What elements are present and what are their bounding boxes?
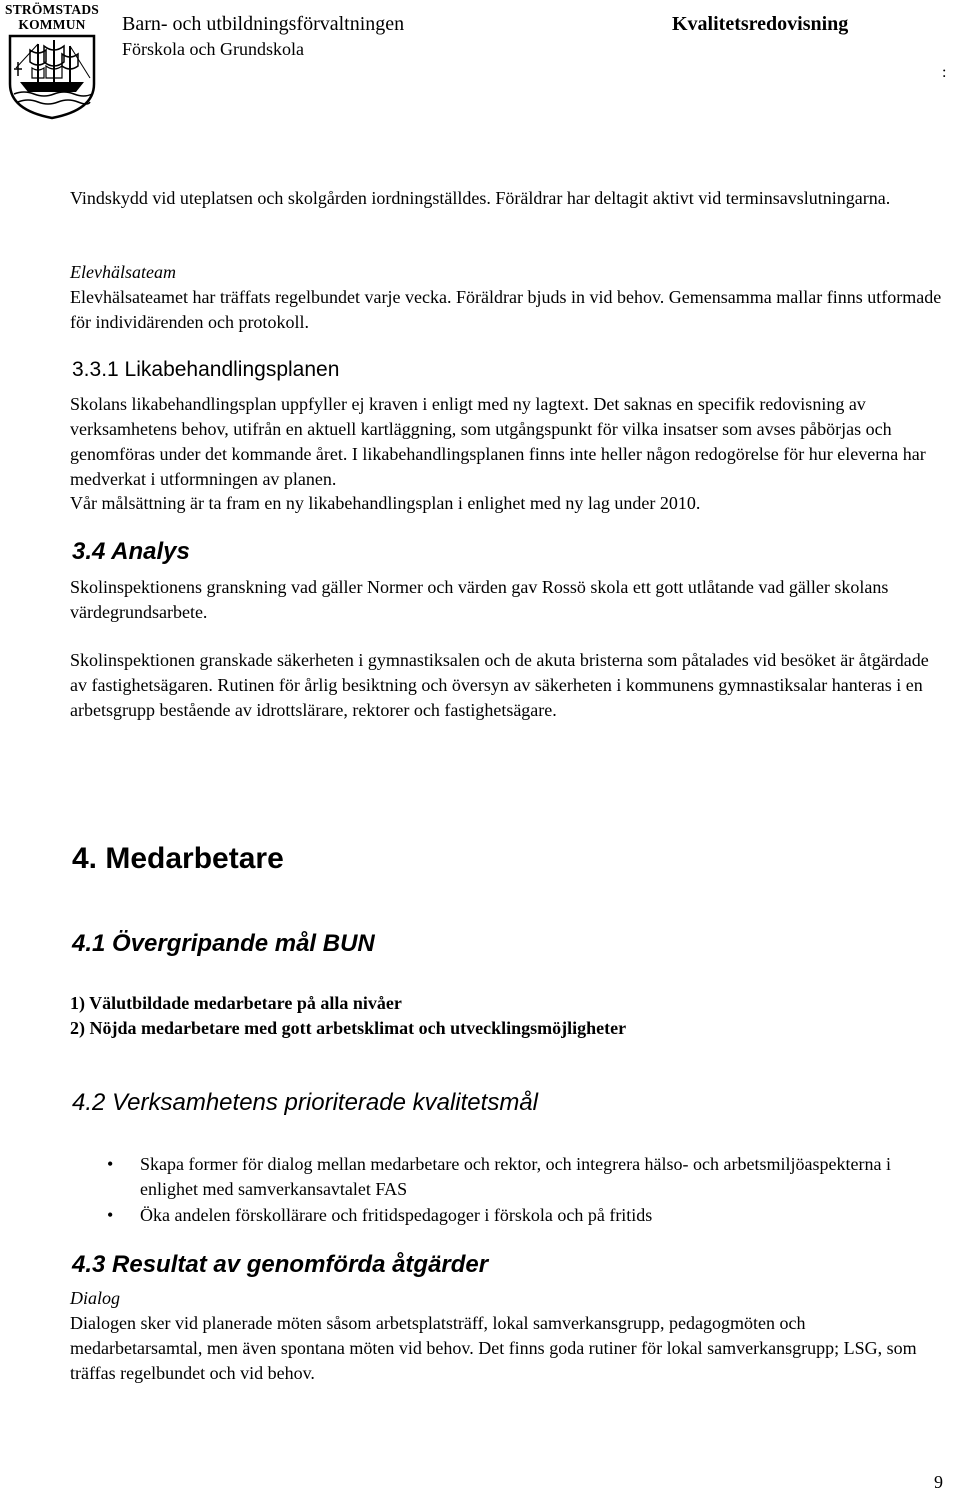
paragraph-analys-1: Skolinspektionens granskning vad gäller Normer och värden gav Rossö skola ett gott utlåtande vad gäller skolans värdegrundsarbete. bbox=[70, 577, 889, 622]
paragraph-malsattning: Vår målsättning är ta fram en ny likabehandlingsplan i enlighet med ny lag under 2010. bbox=[70, 493, 701, 513]
logo-line-2: KOMMUN bbox=[18, 17, 86, 32]
label-elevhalsateam: Elevhälsateam bbox=[70, 262, 176, 282]
logo-line-1: STRÖMSTADS bbox=[4, 2, 100, 17]
heading-4-1: 4.1 Övergripande mål BUN bbox=[72, 930, 375, 957]
heading-4-2: 4.2 Verksamhetens prioriterade kvalitetsmål bbox=[72, 1089, 538, 1116]
bullet-item bbox=[107, 1152, 930, 1202]
municipality-logo bbox=[4, 2, 100, 120]
paragraph-likabehandling: Skolans likabehandlingsplan uppfyller ej kraven i enligt med ny lagtext. Det saknas en specifik redovisning av verksamhetens behov, utifrån en aktuell kartläggning, som utgångspunkt för vilka insatser som avses påbörjas och genomföras under det kommande året. I likabehandlingsplanen finns inte heller någon redogörelse för hur eleverna har medverkat i utformningen av planen. bbox=[70, 394, 926, 489]
paragraph-dialog: Dialogen sker vid planerade möten såsom arbetsplatsträff, lokal samverkansgrupp, pedagogmöten och medarbetarsamtal, men även spontana möten vid behov. Det finns goda rutiner för lokal samverkansgrupp; LSG, som träffas regelbundet och vid behov. bbox=[70, 1313, 917, 1383]
goal-1: 1) Välutbildade medarbetare på alla nivåer bbox=[70, 993, 402, 1013]
heading-4-3: 4.3 Resultat av genomförda åtgärder bbox=[72, 1251, 489, 1278]
label-dialog: Dialog bbox=[70, 1288, 121, 1308]
bullet-text: Öka andelen förskollärare och fritidspedagoger i förskola och på fritids bbox=[140, 1205, 653, 1225]
paragraph-elevhalsateam: Elevhälsateamet har träffats regelbundet varje vecka. Föräldrar bjuds in vid behov. Gemensamma mallar finns utformade för individärenden och protokoll. bbox=[70, 287, 942, 332]
paragraph-analys-2: Skolinspektionen granskade säkerheten i gymnastiksalen och de akuta bristerna som påtalades vid besöket är åtgärdade av fastighetsägaren. Rutinen för årlig besiktning och översyn av säkerheten i kommunens gymnastiksalar hanteras i en arbetsgrupp bestående av idrottslärare, rektorer och fastighetsägare. bbox=[70, 650, 929, 720]
heading-3-4-analys: 3.4 Analys bbox=[72, 538, 190, 565]
header-colon: : bbox=[942, 64, 947, 81]
bullet-icon: • bbox=[107, 1205, 114, 1225]
municipal-crest-ship-icon bbox=[4, 32, 100, 120]
goal-2: 2) Nöjda medarbetare med gott arbetsklimat och utvecklingsmöjligheter bbox=[70, 1018, 627, 1038]
heading-4-medarbetare: 4. Medarbetare bbox=[72, 842, 284, 875]
bullet-icon: • bbox=[107, 1154, 114, 1174]
bullet-text: Skapa former för dialog mellan medarbetare och rektor, och integrera hälso- och arbetsmiljöaspekterna i enlighet med samverkansavtalet FAS bbox=[140, 1154, 891, 1199]
header-organization: Barn- och utbildningsförvaltningen bbox=[122, 13, 405, 35]
paragraph-vindskydd: Vindskydd vid uteplatsen och skolgården iordningställdes. Föräldrar har deltagit aktivt vid terminsavslutningarna. bbox=[70, 188, 891, 208]
header-subtitle: Förskola och Grundskola bbox=[122, 39, 304, 59]
heading-3-3-1: 3.3.1 Likabehandlingsplanen bbox=[72, 358, 340, 381]
bullet-item bbox=[107, 1203, 930, 1228]
page-number: 9 bbox=[934, 1472, 943, 1492]
header-document-title: Kvalitetsredovisning bbox=[672, 13, 849, 35]
